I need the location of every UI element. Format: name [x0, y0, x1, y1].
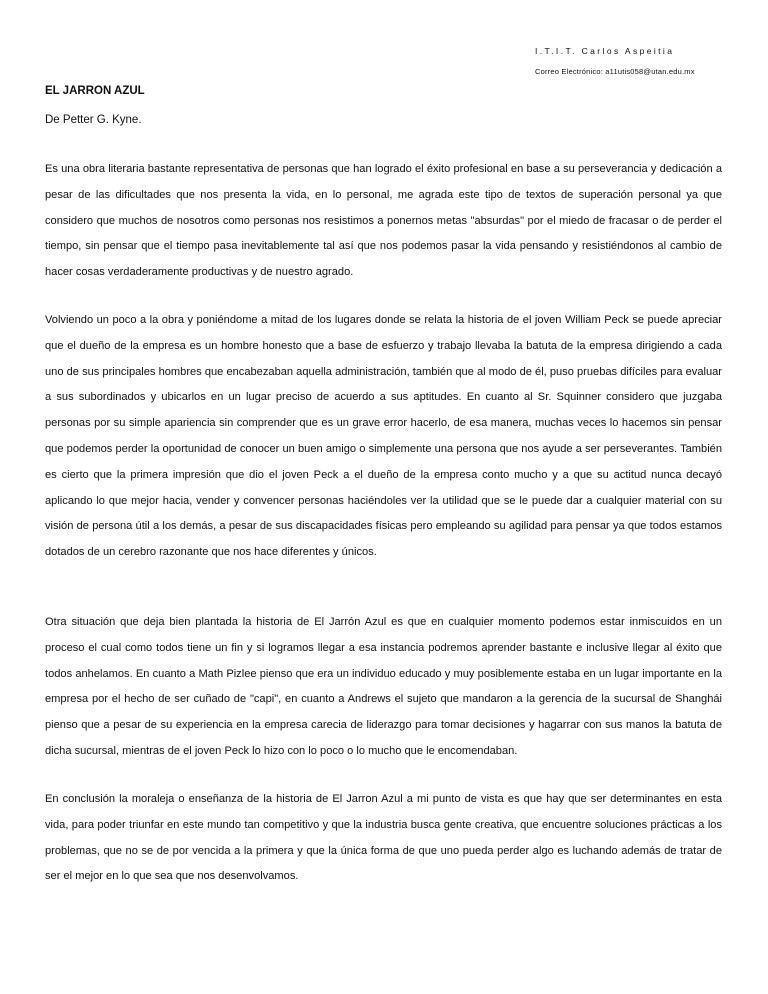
- document-author: De Petter G. Kyne.: [45, 114, 142, 126]
- paragraph-3: Otra situación que deja bien plantada la historia de El Jarrón Azul es que en cualquier momento podemos estar inmiscuidos en un proceso el cual como todos tiene un fin y si logramos llegar a esa instancia podremos aprender bastante e inclusive llegar al éxito que todos anhelamos. En cuanto a Math Pizlee pienso que era un individuo educado y muy posiblemente estaba en un lugar importante en la empresa por el hecho de ser cuñado de "capi", en cuanto a Andrews el sujeto que mandaron a la gerencia de la sucursal de Shanghái pienso que a pesar de su experiencia en la empresa carecia de liderazgo para tomar decisiones y hagarrar con sus manos la batuta de dicha sucursal, mientras de el joven Peck lo hizo con lo poco o lo mucho que le encomendaban.: [45, 616, 722, 757]
- header-email: Correo Electrónico: a11utis058@utan.edu.mx: [535, 67, 695, 76]
- document-title: EL JARRON AZUL: [45, 85, 145, 97]
- paragraph-1: Es una obra literaria bastante representativa de personas que han logrado el éxito profesional en base a su perseverancia y dedicación a pesar de las dificultades que nos presenta la vida, en lo personal, me agrada este tipo de textos de superación personal ya que considero que muchos de nosotros como personas nos resistimos a ponernos metas "absurdas" por el miedo de fracasar o de perder el tiempo, sin pensar que el tiempo pasa inevitablemente tal así que nos podemos pasar la vida pensando y resistiéndonos al cambio de hacer cosas verdaderamente productivas y de nuestro agrado.: [45, 163, 722, 279]
- header-author-name: I.T.I.T. Carlos Aspeitia: [535, 46, 675, 56]
- paragraph-2: Volviendo un poco a la obra y poniéndome a mitad de los lugares donde se relata la historia de el joven William Peck se puede apreciar que el dueño de la empresa es un hombre honesto que a base de esfuerzo y trabajo llevaba la batuta de la empresa dirigiendo a cada uno de sus principales hombres que encabezaban aquella administración, también que al modo de él, puso pruebas difíciles para evaluar a sus subordinados y ubicarlos en un lugar preciso de acuerdo a sus aptitudes. En cuanto al Sr. Squinner considero que juzgaba personas por su simple apariencia sin comprender que es un grave error hacerlo, de esa manera, muchas veces lo hacemos sin pensar que podemos perder la oportunidad de conocer un buen amigo o simplemente una persona que nos ayude a ser perseverantes. También es cierto que la primera impresión que dio el joven Peck a el dueño de la empresa conto mucho y a que su actitud nunca decayó aplicando lo que mejor hacia, vender y convencer personas haciéndoles ver la utilidad que se le puede dar a cualquier material con su visión de persona útil a los demás, a pesar de sus discapacidades físicas pero empleando su agilidad para pensar ya que todos estamos dotados de un cerebro razonante que nos hace diferentes y únicos.: [45, 314, 722, 559]
- paragraph-4: En conclusión la moraleja o enseñanza de la historia de El Jarron Azul a mi punto de vista es que hay que ser determinantes en esta vida, para poder triunfar en este mundo tan competitivo y que la industria busca gente creativa, que encuentre soluciones prácticas a los problemas, que no se de por vencida a la primera y que la única forma de que uno pueda perder algo es luchando además de tratar de ser el mejor en lo que sea que nos desenvolvamos.: [45, 793, 722, 883]
